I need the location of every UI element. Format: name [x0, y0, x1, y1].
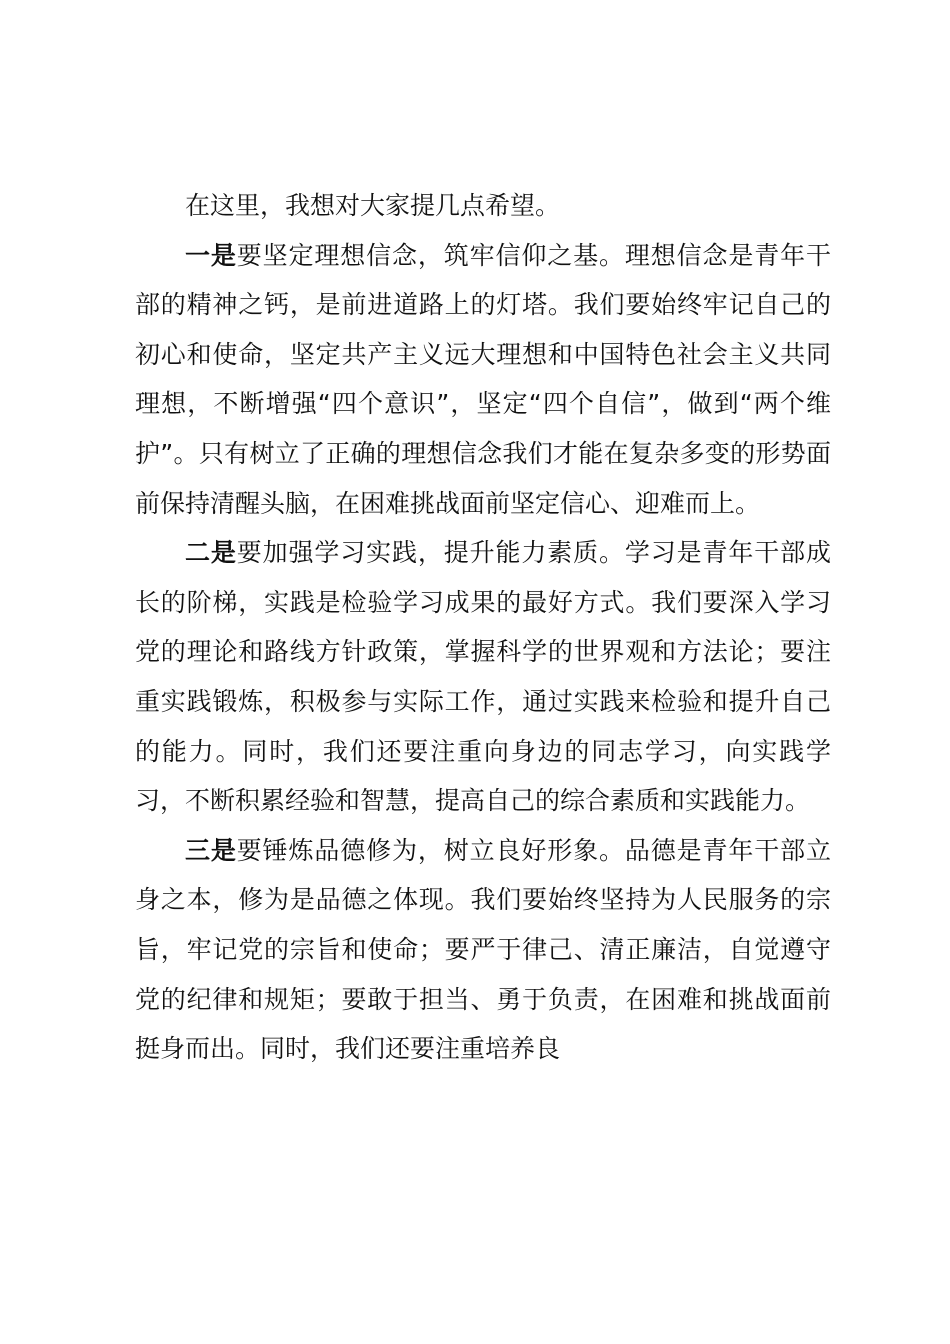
point-text-3: 要锤炼品德修为，树立良好形象。品德是青年干部立身之本，修为是品德之体现。我们要始终坚持为人民服务的宗旨，牢记党的宗旨和使命；要严于律己、清正廉洁，自觉遵守党的纪律和规矩；要敢于担当、勇于负责，在困难和挑战面前挺身而出。同时，我们还要注重培养良	[135, 835, 831, 1064]
document-body	[135, 181, 831, 1074]
point-paragraph-1	[135, 231, 831, 529]
point-paragraph-2	[135, 528, 831, 826]
point-lead-2: 二是	[185, 538, 237, 568]
point-text-1: 要坚定理想信念，筑牢信仰之基。理想信念是青年干部的精神之钙，是前进道路上的灯塔。我们要始终牢记自己的初心和使命，坚定共产主义远大理想和中国特色社会主义共同理想，不断增强“四个意识”，坚定“四个自信”，做到“两个维护”。只有树立了正确的理想信念我们才能在复杂多变的形势面前保持清醒头脑，在困难挑战面前坚定信心、迎难而上。	[135, 240, 831, 518]
point-lead-3: 三是	[185, 835, 237, 865]
point-lead-1: 一是	[185, 240, 237, 270]
point-paragraph-3	[135, 826, 831, 1074]
point-text-2: 要加强学习实践，提升能力素质。学习是青年干部成长的阶梯，实践是检验学习成果的最好方式。我们要深入学习党的理论和路线方针政策，掌握科学的世界观和方法论；要注重实践锻炼，积极参与实际工作，通过实践来检验和提升自己的能力。同时，我们还要注重向身边的同志学习，向实践学习，不断积累经验和智慧，提高自己的综合素质和实践能力。	[135, 538, 831, 816]
intro-paragraph: 在这里，我想对大家提几点希望。	[185, 191, 561, 220]
